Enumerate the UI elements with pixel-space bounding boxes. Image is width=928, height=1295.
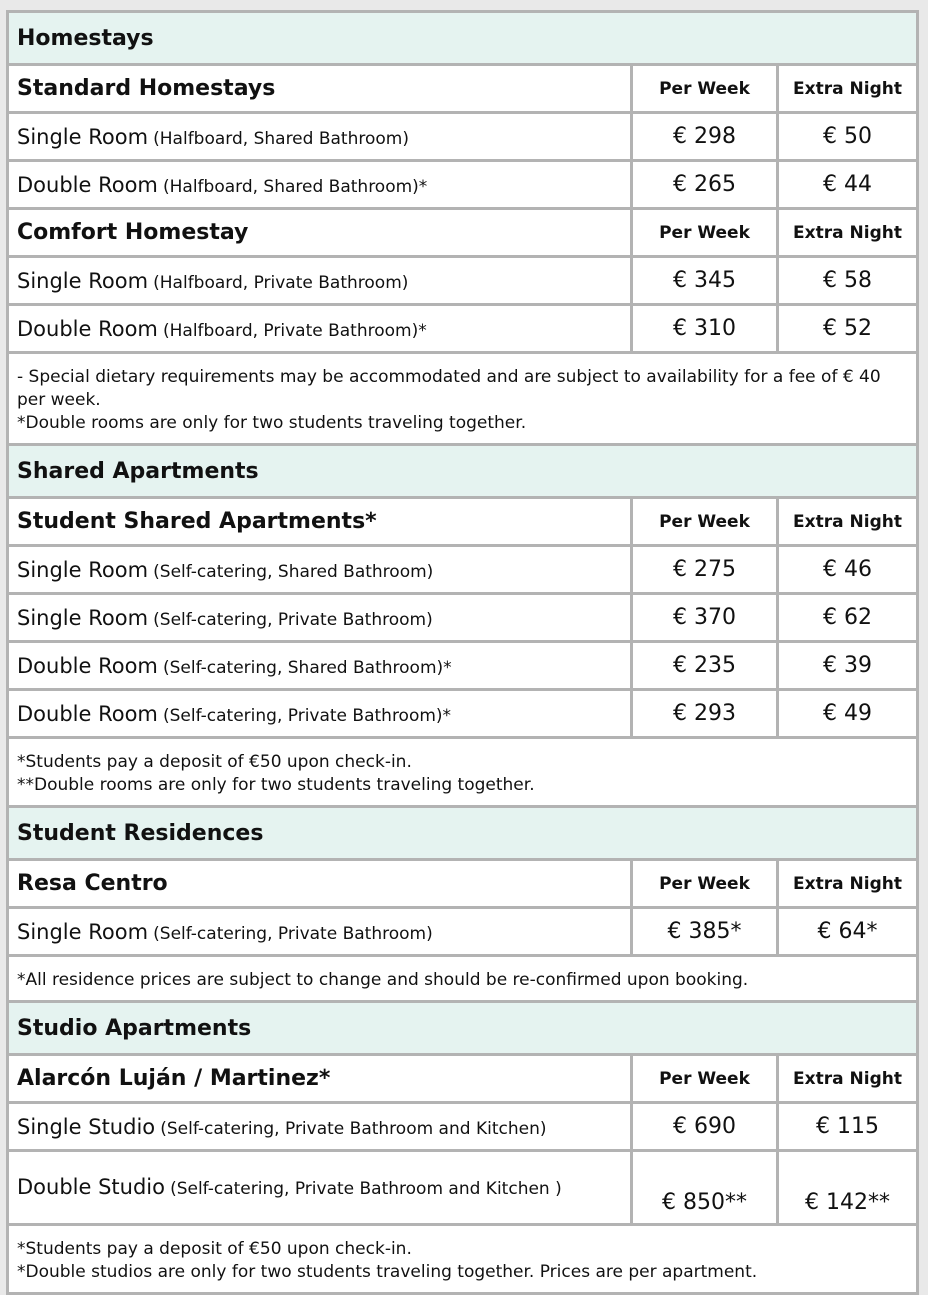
note-line: *All residence prices are subject to change and should be re-confirmed upon booking. <box>17 970 749 990</box>
note-line: - Special dietary requirements may be accommodated and are subject to availability for a fee of € 40 per week. <box>17 367 881 410</box>
room-cell <box>8 908 632 956</box>
per-week-price: € 310 <box>632 305 778 353</box>
extra-night-price: € 142** <box>778 1151 918 1225</box>
room-cell <box>8 1103 632 1151</box>
extra-night-price: € 52 <box>778 305 918 353</box>
table-row <box>8 305 918 353</box>
room-name: Single Studio <box>17 1114 156 1139</box>
extra-night-header: Extra Night <box>778 860 918 908</box>
room-cell <box>8 594 632 642</box>
room-name: Double Studio <box>17 1174 165 1199</box>
extra-night-price: € 46 <box>778 546 918 594</box>
per-week-price: € 370 <box>632 594 778 642</box>
subheader-resa-centro <box>8 860 918 908</box>
table-row <box>8 1151 918 1225</box>
per-week-header: Per Week <box>632 209 778 257</box>
section-title: Shared Apartments <box>8 445 918 498</box>
per-week-price: € 275 <box>632 546 778 594</box>
room-details: (Self-catering, Private Bathroom and Kitchen ) <box>170 1178 562 1199</box>
per-week-price: € 850** <box>632 1151 778 1225</box>
room-cell <box>8 1151 632 1225</box>
section-student-residences <box>8 807 918 860</box>
section-title: Studio Apartments <box>8 1002 918 1055</box>
room-details: (Halfboard, Private Bathroom) <box>153 272 409 293</box>
note-line: *Double studios are only for two students traveling together. Prices are per apartment. <box>17 1262 758 1282</box>
section-shared-apartments <box>8 445 918 498</box>
table-row <box>8 1103 918 1151</box>
room-cell <box>8 257 632 305</box>
per-week-price: € 265 <box>632 161 778 209</box>
room-cell <box>8 113 632 161</box>
notes-cell <box>8 1225 918 1294</box>
table-row <box>8 594 918 642</box>
per-week-header: Per Week <box>632 860 778 908</box>
extra-night-header: Extra Night <box>778 209 918 257</box>
extra-night-price: € 58 <box>778 257 918 305</box>
room-details: (Self-catering, Private Bathroom) <box>153 609 433 630</box>
extra-night-price: € 44 <box>778 161 918 209</box>
extra-night-price: € 62 <box>778 594 918 642</box>
table-row <box>8 161 918 209</box>
notes-homestays <box>8 353 918 445</box>
room-cell <box>8 546 632 594</box>
section-title: Homestays <box>8 12 918 65</box>
room-details: (Halfboard, Private Bathroom)* <box>162 320 427 341</box>
extra-night-price: € 115 <box>778 1103 918 1151</box>
notes-cell <box>8 956 918 1002</box>
room-cell <box>8 305 632 353</box>
subheader-alarcon-lujan <box>8 1055 918 1103</box>
per-week-price: € 298 <box>632 113 778 161</box>
room-name: Single Room <box>17 557 149 582</box>
room-cell <box>8 161 632 209</box>
extra-night-header: Extra Night <box>778 1055 918 1103</box>
subheader-title: Student Shared Apartments* <box>8 498 632 546</box>
table-row <box>8 642 918 690</box>
extra-night-price: € 50 <box>778 113 918 161</box>
extra-night-price: € 39 <box>778 642 918 690</box>
table-row <box>8 546 918 594</box>
price-table <box>6 10 919 1295</box>
room-details: (Self-catering, Private Bathroom and Kitchen) <box>160 1118 547 1139</box>
room-name: Double Room <box>17 653 158 678</box>
notes-cell <box>8 738 918 807</box>
section-title: Student Residences <box>8 807 918 860</box>
subheader-standard-homestays <box>8 65 918 113</box>
note-line: *Students pay a deposit of €50 upon check-in. <box>17 1239 412 1259</box>
room-details: (Self-catering, Shared Bathroom)* <box>162 657 452 678</box>
per-week-price: € 345 <box>632 257 778 305</box>
subheader-title: Comfort Homestay <box>8 209 632 257</box>
section-studio-apartments <box>8 1002 918 1055</box>
per-week-price: € 690 <box>632 1103 778 1151</box>
room-details: (Self-catering, Shared Bathroom) <box>153 561 434 582</box>
subheader-title: Resa Centro <box>8 860 632 908</box>
per-week-header: Per Week <box>632 1055 778 1103</box>
room-details: (Halfboard, Shared Bathroom) <box>153 128 409 149</box>
subheader-comfort-homestay <box>8 209 918 257</box>
extra-night-price: € 49 <box>778 690 918 738</box>
extra-night-header: Extra Night <box>778 65 918 113</box>
notes-shared-apartments <box>8 738 918 807</box>
note-line: *Double rooms are only for two students traveling together. <box>17 413 527 433</box>
per-week-header: Per Week <box>632 498 778 546</box>
room-details: (Halfboard, Shared Bathroom)* <box>162 176 428 197</box>
per-week-price: € 293 <box>632 690 778 738</box>
room-name: Double Room <box>17 701 158 726</box>
subheader-title: Alarcón Luján / Martinez* <box>8 1055 632 1103</box>
notes-cell <box>8 353 918 445</box>
notes-residences <box>8 956 918 1002</box>
section-homestays <box>8 12 918 65</box>
note-line: *Students pay a deposit of €50 upon check-in. <box>17 752 412 772</box>
room-name: Double Room <box>17 316 158 341</box>
room-name: Single Room <box>17 919 149 944</box>
per-week-price: € 385* <box>632 908 778 956</box>
subheader-student-shared-apartments <box>8 498 918 546</box>
accommodation-price-sheet <box>6 10 916 1295</box>
room-name: Single Room <box>17 605 149 630</box>
per-week-price: € 235 <box>632 642 778 690</box>
room-details: (Self-catering, Private Bathroom)* <box>162 705 452 726</box>
room-details: (Self-catering, Private Bathroom) <box>153 923 433 944</box>
per-week-header: Per Week <box>632 65 778 113</box>
room-name: Single Room <box>17 124 149 149</box>
note-line: **Double rooms are only for two students traveling together. <box>17 775 535 795</box>
table-row <box>8 113 918 161</box>
room-cell <box>8 642 632 690</box>
room-name: Double Room <box>17 172 158 197</box>
table-row <box>8 690 918 738</box>
table-row <box>8 908 918 956</box>
room-cell <box>8 690 632 738</box>
extra-night-header: Extra Night <box>778 498 918 546</box>
subheader-title: Standard Homestays <box>8 65 632 113</box>
room-name: Single Room <box>17 268 149 293</box>
table-row <box>8 257 918 305</box>
extra-night-price: € 64* <box>778 908 918 956</box>
notes-studios <box>8 1225 918 1294</box>
